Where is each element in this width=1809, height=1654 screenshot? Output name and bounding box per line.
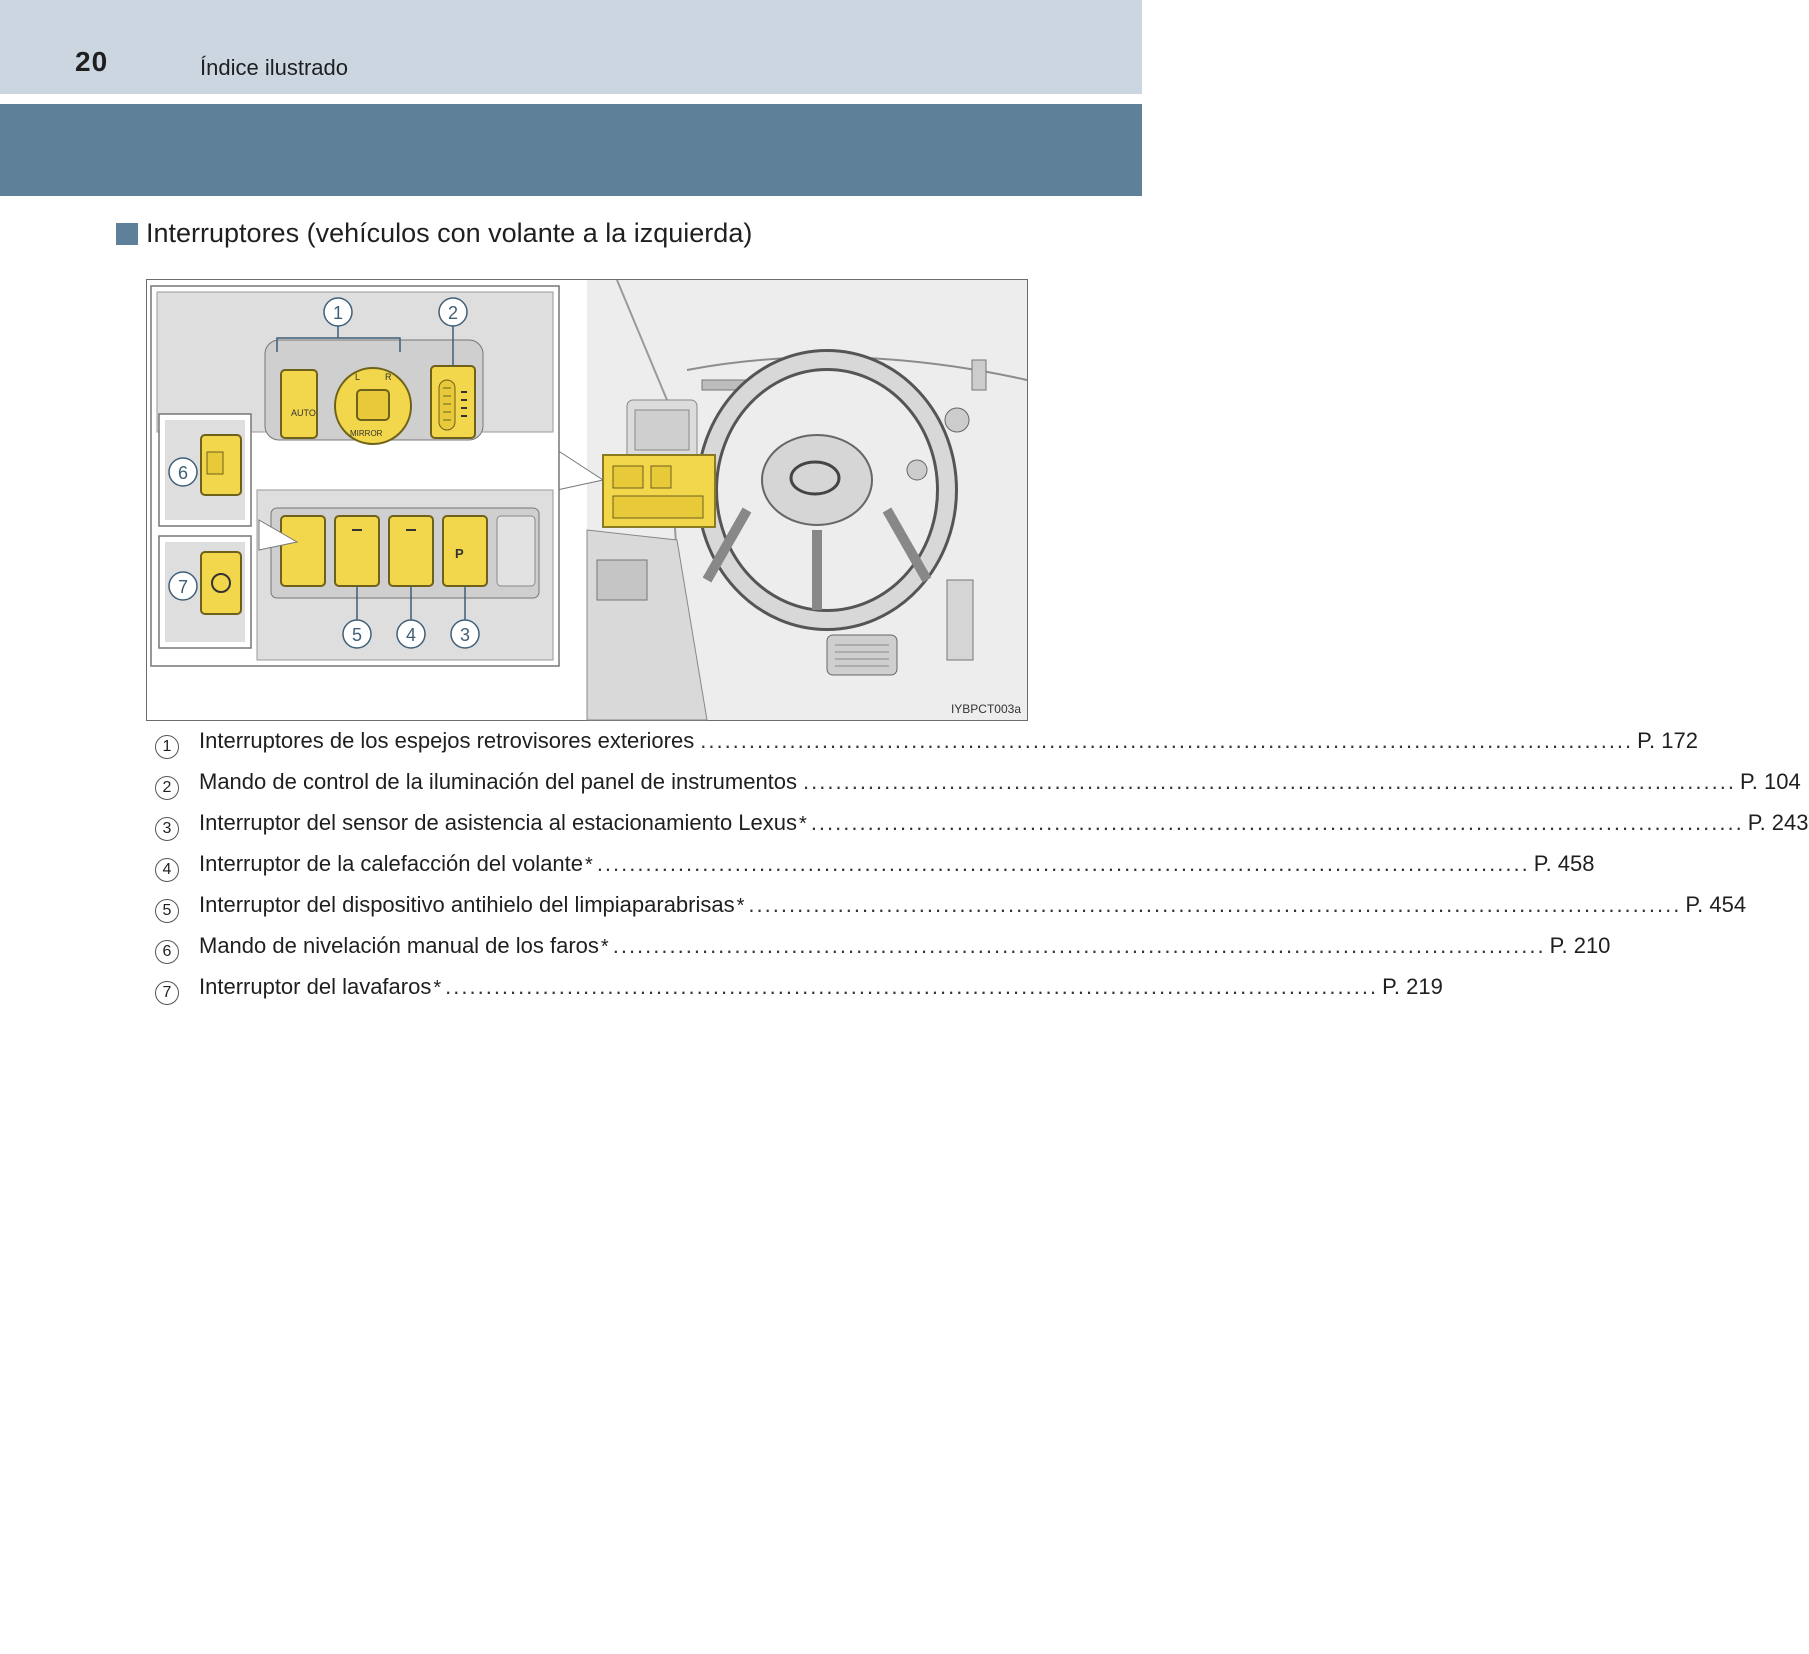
optional-star: *: [736, 895, 745, 917]
item-label: Mando de nivelación manual de los faros: [199, 933, 599, 958]
auto-switch-label: AUTO: [291, 408, 316, 418]
page-reference[interactable]: P. 210: [1549, 933, 1611, 958]
section-square-icon: [116, 223, 138, 245]
leader-dots: ...................................................................................................................: [700, 728, 1634, 753]
item-label: Interruptor del lavafaros: [199, 974, 432, 999]
list-item: [155, 728, 1698, 769]
optional-star: *: [433, 977, 442, 999]
mirror-switch-label: MIRROR: [350, 429, 383, 438]
svg-text:1: 1: [332, 303, 344, 323]
leader-dots: ...................................................................................................................: [803, 769, 1736, 794]
svg-text:6: 6: [177, 463, 189, 483]
optional-star: *: [799, 813, 807, 835]
page-number: 20: [75, 46, 109, 77]
leader-dots: ...................................................................................................................: [612, 933, 1546, 958]
item-label: Interruptores de los espejos retrovisores exteriores: [199, 728, 695, 753]
callout-6: [169, 458, 197, 486]
section-title: [116, 218, 752, 249]
item-number: 3: [155, 817, 179, 841]
illustration-svg: [147, 280, 1027, 720]
list-item: [155, 810, 1809, 851]
item-number: 5: [155, 899, 179, 923]
switch-list: [155, 728, 1809, 1015]
svg-text:5: 5: [351, 625, 363, 645]
switch-illustration: [146, 279, 1028, 721]
leader-dots: ...................................................................................................................: [596, 851, 1530, 876]
svg-text:7: 7: [177, 577, 189, 597]
optional-star: *: [585, 854, 593, 876]
page-reference[interactable]: P. 243: [1747, 810, 1809, 835]
callout-1: [324, 298, 352, 326]
list-item: [155, 974, 1443, 1015]
svg-text:3: 3: [459, 625, 471, 645]
callout-5: [343, 620, 371, 648]
item-number: 1: [155, 735, 179, 759]
callout-4: [397, 620, 425, 648]
page-reference[interactable]: P. 454: [1685, 892, 1747, 917]
section-band: [0, 104, 1142, 196]
page-reference[interactable]: P. 172: [1637, 728, 1698, 753]
page-reference[interactable]: P. 219: [1382, 974, 1443, 999]
svg-text:2: 2: [447, 303, 459, 323]
svg-text:4: 4: [405, 625, 417, 645]
list-item: [155, 851, 1595, 892]
list-item: [155, 892, 1747, 933]
item-label: Interruptor del dispositivo antihielo del limpiaparabrisas: [199, 892, 735, 917]
item-number: 6: [155, 940, 179, 964]
header-band: [0, 0, 1142, 94]
leader-dots: ...................................................................................................................: [810, 810, 1744, 835]
section-title-text: Interruptores (vehículos con volante a la izquierda): [146, 218, 753, 248]
item-label: Interruptor del sensor de asistencia al estacionamiento Lexus: [199, 810, 798, 835]
item-label: Interruptor de la calefacción del volante: [199, 851, 584, 876]
mirror-right-label: R: [385, 372, 392, 382]
optional-star: *: [600, 936, 609, 958]
callout-7: [169, 572, 197, 600]
callout-2: [439, 298, 467, 326]
item-number: 7: [155, 981, 179, 1005]
page-reference[interactable]: P. 458: [1533, 851, 1595, 876]
item-number: 4: [155, 858, 179, 882]
running-title: Índice ilustrado: [200, 55, 348, 80]
list-item: [155, 933, 1611, 974]
callout-3: [451, 620, 479, 648]
leader-dots: ...................................................................................................................: [748, 892, 1682, 917]
mirror-left-label: L: [355, 372, 361, 382]
page-reference[interactable]: P. 104: [1739, 769, 1801, 794]
item-label: Mando de control de la iluminación del panel de instrumentos: [199, 769, 798, 794]
list-item: [155, 769, 1801, 810]
item-number: 2: [155, 776, 179, 800]
leader-dots: ...................................................................................................................: [445, 974, 1379, 999]
figure-code: IYBPCT003a: [950, 702, 1021, 716]
parking-switch-label: P: [455, 546, 464, 561]
